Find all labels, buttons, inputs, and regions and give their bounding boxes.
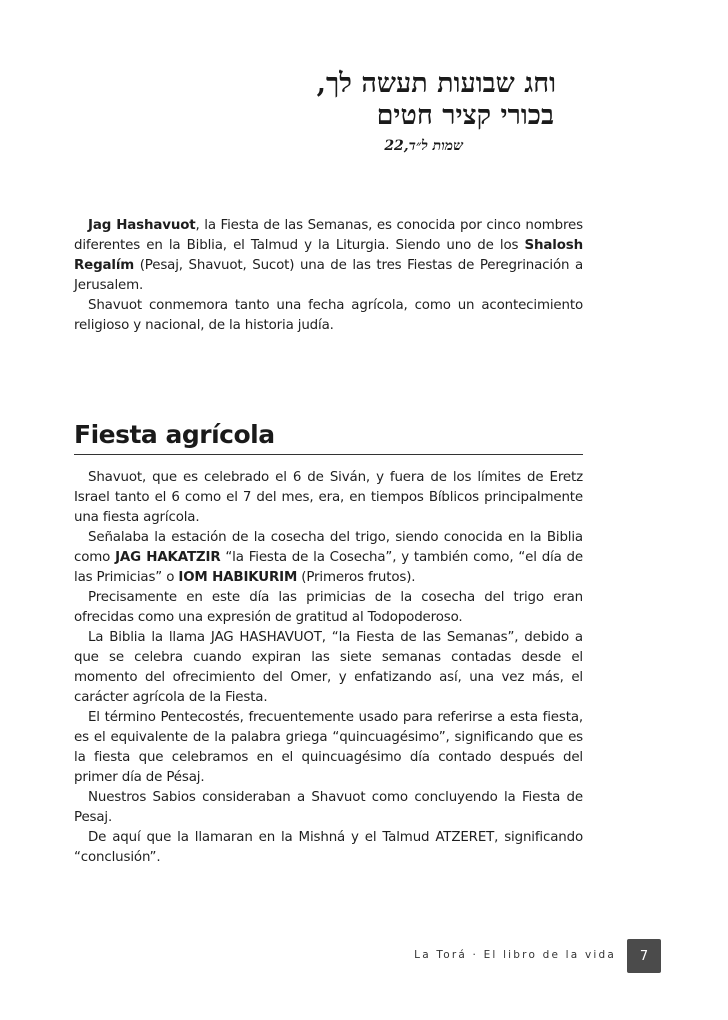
epigraph-reference: שמות ל״ד,22 [384, 138, 463, 154]
intro-paragraph-2: Shavuot conmemora tanto una fecha agrícola, como un acontecimiento religioso y nacional, de la historia judía. [74, 298, 583, 333]
body-paragraph-7: De aquí que la llamaran en la Mishná y el Talmud ATZERET, significando “conclusión”. [74, 830, 583, 865]
term-iom-habikurim: IOM HABIKURIM [178, 570, 298, 585]
intro-section [74, 216, 583, 336]
epigraph-line-1: וחג שבועות תעשה לך, [316, 68, 556, 99]
body-paragraph-3: Precisamente en este día las primicias de la cosecha del trigo eran ofrecidas como una expresión de gratitud al Todopoderoso. [74, 590, 583, 625]
body-paragraph-6: Nuestros Sabios consideraban a Shavuot como concluyendo la Fiesta de Pesaj. [74, 790, 583, 825]
epigraph-line-2: בכורי קציר חטים [376, 100, 554, 131]
intro-p1-text-1: , la Fiesta de las Semanas, es conocida por cinco nombres diferentes en la Biblia, el Talmud y la Liturgia. Siendo uno de los [74, 218, 583, 253]
body-paragraph-2 [74, 528, 583, 588]
body-p2-text-2: “la Fiesta de la Cosecha”, y también como, “el día de las Primicias” o [74, 550, 583, 585]
page-number: 7 [639, 948, 649, 964]
body-paragraph-5: El término Pentecostés, frecuentemente usado para referirse a esta fiesta, es el equivalente de la palabra griega “quincuagésimo”, significando que es la fiesta que celebramos en el quincuagésimo día contado después del primer día de Pésaj. [74, 710, 583, 785]
section-title: Fiesta agrícola [74, 420, 583, 455]
body-section [74, 468, 583, 868]
term-jag-hashavuot: Jag Hashavuot [88, 218, 196, 233]
body-p2-text-1: Señalaba la estación de la cosecha del trigo, siendo conocida en la Biblia como [74, 530, 583, 565]
page-number-badge [627, 939, 661, 973]
body-p2-text-3: (Primeros frutos). [297, 570, 416, 585]
hebrew-epigraph [317, 68, 556, 156]
body-paragraph-4: La Biblia la llama JAG HASHAVUOT, “la Fiesta de las Semanas”, debido a que se celebra cuando expiran las siete semanas contadas desde el momento del ofrecimiento del Omer, y enfatizando así, una vez más, el carácter agrícola de la Fiesta. [74, 630, 583, 705]
term-jag-hakatzir: JAG HAKATZIR [115, 550, 221, 565]
footer-book-title: La Torá · El libro de la vida [414, 949, 616, 961]
term-shalosh-regalim: Shalosh Regalím [74, 238, 583, 273]
intro-paragraph-1 [74, 216, 583, 296]
intro-p1-text-2: (Pesaj, Shavuot, Sucot) una de las tres Fiestas de Peregrinación a Jerusalem. [74, 258, 583, 293]
body-paragraph-1: Shavuot, que es celebrado el 6 de Siván, y fuera de los límites de Eretz Israel tanto el 6 como el 7 del mes, era, en tiempos Bíblicos principalmente una fiesta agrícola. [74, 470, 583, 525]
